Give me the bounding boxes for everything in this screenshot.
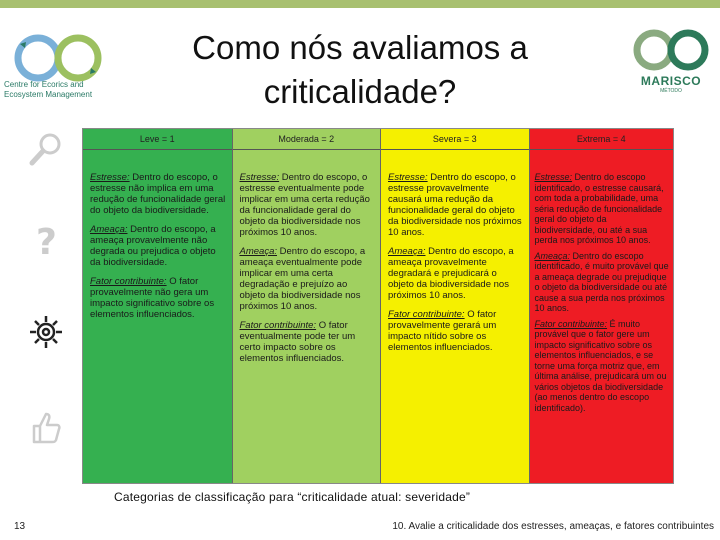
logo-left-line2: Ecosystem Management (4, 90, 93, 99)
factor-text (388, 309, 523, 353)
factor-text (240, 320, 375, 364)
threat-text (388, 246, 523, 301)
stressor-label: Estresse: (534, 172, 573, 182)
factor-label: Fator contribuinte: (90, 276, 167, 287)
stressor-text (388, 172, 523, 238)
factor-desc: É muito provável que o fator gere um impacto significativo sobre os elementos influenciados, e se torne uma força motriz que, em última análise, prejudicará um ou vários objetos da biodiversidade (ao menos dentro do escopo identificado). (534, 318, 667, 413)
column-moderada (233, 129, 382, 483)
stressor-label: Estresse: (388, 172, 428, 183)
column-body (233, 150, 381, 364)
stressor-desc: Dentro do escopo, o estresse provavelmente causará uma redução da funcionalidade geral do objeto da biodiversidade nos próximos 10 anos. (388, 172, 522, 238)
threat-label: Ameaça: (239, 246, 277, 257)
threat-desc: Dentro do escopo, a ameaça provavelmente degradará e prejudicará o objeto da biodiversidade nos próximos 10 anos. (388, 246, 514, 301)
threat-desc: Dentro do escopo, a ameaça provavelmente não degrada ou prejudica o objeto da biodiversidade. (90, 224, 216, 268)
column-leve (83, 129, 233, 483)
column-body (530, 150, 674, 413)
factor-label: Fator contribuinte: (239, 320, 317, 331)
gear-icon (26, 312, 66, 352)
severity-table (82, 128, 674, 484)
factor-text (535, 319, 670, 414)
stressor-text (535, 172, 670, 246)
threat-label: Ameaça: (90, 224, 128, 235)
column-header: Extrema = 4 (530, 129, 674, 150)
stressor-text (90, 172, 226, 216)
thumbs-up-icon (26, 408, 66, 448)
slide-number: 13 (14, 521, 26, 532)
factor-text (90, 276, 226, 320)
factor-desc: O fator provavelmente gerará um impacto nítido sobre os elementos influenciados. (388, 309, 497, 353)
stressor-desc: Dentro do escopo, o estresse eventualmente pode implicar em uma certa redução da funcionalidade geral do objeto da biodiversidade nos próximos 10 anos. (239, 172, 370, 238)
column-header: Leve = 1 (83, 129, 232, 150)
logo-left-text (4, 80, 114, 100)
page-title: Como nós avaliamos a criticalidade? (192, 29, 528, 110)
column-header: Severa = 3 (381, 129, 529, 150)
marisco-logo-sub: MÉTODO (660, 88, 682, 94)
column-body (381, 150, 529, 353)
factor-desc: O fator provavelmente não gera um impacto significativo sobre os elementos influenciados. (90, 276, 215, 320)
threat-text (240, 246, 375, 312)
threat-text (90, 224, 226, 268)
factor-desc: O fator eventualmente pode ter um certo impacto sobre os elementos influenciados. (239, 320, 356, 364)
table-caption: Categorias de classificação para “criticalidade atual: severidade” (114, 490, 471, 504)
question-icon (26, 220, 66, 260)
factor-label: Fator contribuinte: (534, 318, 608, 329)
threat-label: Ameaça: (388, 246, 426, 257)
threat-label: Ameaça: (534, 250, 571, 261)
svg-text:?: ? (36, 222, 57, 260)
stressor-desc: Dentro do escopo identificado, o estresse causará, com toda a probabilidade, uma séria redução de funcionalidade geral do objeto da biodiversidade, ou até a sua perda nos próximos 10 anos. (534, 172, 664, 245)
stressor-desc: Dentro do escopo, o estresse não implica em uma redução de funcionalidade geral do objeto da biodiversidade. (90, 172, 226, 216)
logo-left-line1: Centre for Ecorics and (4, 80, 84, 89)
column-severa (381, 129, 530, 483)
threat-text (535, 251, 670, 314)
magnifier-icon (26, 130, 66, 170)
column-header: Moderada = 2 (233, 129, 381, 150)
marisco-logo-name: MARISCO (640, 74, 702, 88)
factor-label: Fator contribuinte: (388, 309, 465, 320)
stressor-label: Estresse: (90, 172, 130, 183)
stressor-text (240, 172, 375, 238)
stressor-label: Estresse: (239, 172, 280, 183)
column-extrema (530, 129, 674, 483)
footer-text: 10. Avalie a criticalidade dos estresses, ameaças, e fatores contribuintes (392, 521, 714, 532)
threat-desc: Dentro do escopo, a ameaça eventualmente pode implicar em uma certa degradação e prejuízo ao objeto da biodiversidade nos próximos 10 anos. (239, 246, 366, 312)
column-body (83, 150, 232, 320)
top-accent-bar (0, 0, 720, 8)
threat-desc: Dentro do escopo identificado, é muito provável que a ameaça degrade ou prejudique o objeto da biodiversidade ou até cause a sua perda nos próximos 10 anos. (534, 250, 669, 313)
